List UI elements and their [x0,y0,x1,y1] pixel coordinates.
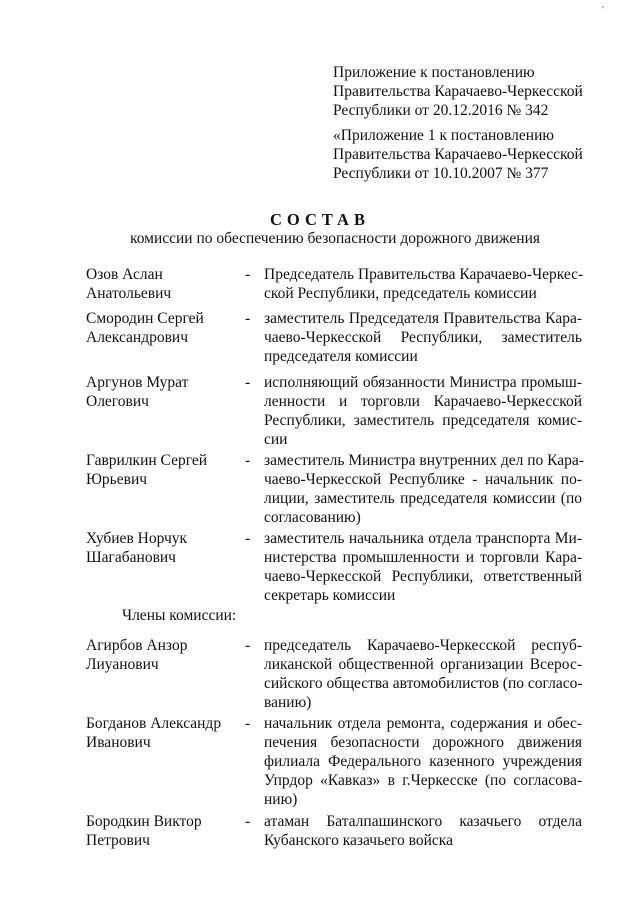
original-appendix-line: Республики от 10.10.2007 № 377 [333,165,549,182]
appendix-line: Правительства Карачаево-Черкесской [333,83,583,100]
original-appendix-header [333,126,633,183]
dash-separator: - [245,715,251,732]
member-name: Аргунов Мурат Олегович [86,374,189,410]
member-name: Хубиев Норчук Шагабанович [86,530,188,566]
dash-separator: - [245,530,251,547]
member-position: заместитель Председателя Правительства Кара- чаево-Черкесской Республики, заместитель председателя комиссии [264,310,582,365]
member-position: заместитель начальника отдела транспорта Ми- нистерства промышленности и торговли Кара- чаево-Черкесской Республики, ответственный секретарь комиссии [264,530,582,604]
member-name: Смородин Сергей Александрович [86,310,204,346]
appendix-header [333,63,633,120]
members-section-label: Члены комиссии: [122,607,237,624]
member-name: Агирбов Анзор Лиуанович [86,637,188,673]
member-name: Бородкин Виктор Петрович [86,813,202,849]
document-subtitle: комиссии по обеспечению безопасности дорожного движения [129,230,541,247]
member-name: Богданов Александр Иванович [86,715,222,751]
dash-separator: - [245,310,251,327]
member-position: начальник отдела ремонта, содержания и обес- печения безопасности дорожного движения филиала Федерального казенного учреждения Упрдор «Кавказ» в г.Черкесске (по согласова- нию) [264,715,582,808]
member-position: заместитель Министра внутренних дел по Кара- чаево-Черкесской Республике - начальник по- лиции, заместитель председателя комиссии (по согласованию) [264,452,584,526]
member-position: председатель Карачаево-Черкесской респуб- ликанской общественной организации Всерос- сийского общества автомобилистов (по согласо- ванию) [264,637,583,711]
document-title: СОСТАВ [270,210,370,229]
member-position: атаман Баталпашинского казачьего отдела Кубанского казачьего войска [264,813,582,849]
dash-separator: - [245,266,251,283]
corner-mark: ' [602,5,604,16]
original-appendix-line: Правительства Карачаево-Черкесской [333,146,583,163]
dash-separator: - [245,813,251,830]
member-position: исполняющий обязанности Министра промыш- ленности и торговли Карачаево-Черкесской Республики, заместитель председателя комис- сии [264,374,582,448]
appendix-line: Республики от 20.12.2016 № 342 [333,102,549,119]
member-name: Гаврилкин Сергей Юрьевич [86,452,208,488]
dash-separator: - [245,637,251,654]
dash-separator: - [245,374,251,391]
appendix-line: Приложение к постановлению [333,64,535,81]
member-position: Председатель Правительства Карачаево-Черкес- ской Республики, председатель комиссии [264,266,584,302]
original-appendix-line: «Приложение 1 к постановлению [333,127,554,144]
dash-separator: - [245,452,251,469]
member-name: Озов Аслан Анатольевич [86,266,172,302]
